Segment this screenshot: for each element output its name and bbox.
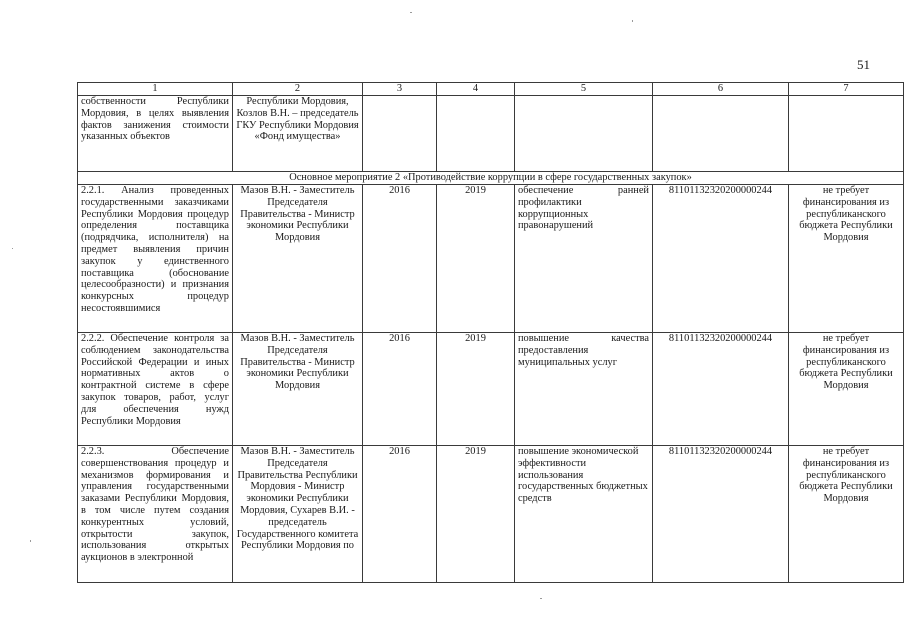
column-header: 4 [437, 83, 515, 96]
table-row [78, 185, 904, 333]
column-header: 6 [653, 83, 789, 96]
responsible-cell: Республики Мордовия, Козлов В.Н. – председатель ГКУ Республики Мордовия «Фонд имущества» [233, 96, 363, 172]
scan-speck [12, 248, 13, 249]
start-year-cell: 2016 [363, 446, 437, 583]
budget-code-cell [653, 96, 789, 172]
scan-speck [30, 540, 31, 542]
column-header: 7 [789, 83, 904, 96]
table-row [78, 446, 904, 583]
column-header: 2 [233, 83, 363, 96]
funding-cell [789, 96, 904, 172]
end-year-cell: 2019 [437, 333, 515, 446]
responsible-cell: Мазов В.Н. - Заместитель Председателя Правительства - Министр экономики Республики Мордовия [233, 185, 363, 333]
result-cell: обеспечение ранней профилактики коррупционных правонарушений [515, 185, 653, 333]
result-cell [515, 96, 653, 172]
page-number: 51 [857, 57, 870, 72]
measures-table [77, 82, 904, 583]
scan-speck [632, 20, 633, 22]
budget-code-cell: 81101132320200000244 [653, 185, 789, 333]
scan-speck [410, 12, 412, 13]
funding-cell: не требует финансирования из республиканского бюджета Республики Мордовия [789, 333, 904, 446]
result-cell: повышение качества предоставления муниципальных услуг [515, 333, 653, 446]
responsible-cell: Мазов В.Н. - Заместитель Председателя Правительства - Министр экономики Республики Мордовия [233, 333, 363, 446]
section-row [78, 172, 904, 185]
end-year-cell: 2019 [437, 185, 515, 333]
section-title: Основное мероприятие 2 «Противодействие коррупции в сфере государственных закупок» [78, 172, 904, 185]
start-year-cell: 2016 [363, 333, 437, 446]
header-row [78, 83, 904, 96]
budget-code-cell: 81101132320200000244 [653, 333, 789, 446]
start-year-cell: 2016 [363, 185, 437, 333]
scan-speck [540, 598, 542, 599]
result-cell: повышение экономической эффективности использования государственных бюджетных средств [515, 446, 653, 583]
budget-code-cell: 81101132320200000244 [653, 446, 789, 583]
column-header: 3 [363, 83, 437, 96]
table-row [78, 333, 904, 446]
measure-cell: 2.2.1. Анализ проведенных государственными заказчиками Республики Мордовия процедур определения поставщика (подрядчика, исполнителя) на предмет выявления причин закупок у единственного поставщика (обоснование целесообразности) и признания конкурсных процедур несостоявшимися [78, 185, 233, 333]
measure-cell: собственности Республики Мордовия, в целях выявления фактов занижения стоимости указанных объектов [78, 96, 233, 172]
measure-cell: 2.2.3. Обеспечение совершенствования процедур и механизмов формирования и управления государственными заказами Республики Мордовия, в том числе путем создания конкурентных условий, открытости закупок, использования открытых аукционов в электронной [78, 446, 233, 583]
column-header: 1 [78, 83, 233, 96]
funding-cell: не требует финансирования из республиканского бюджета Республики Мордовия [789, 185, 904, 333]
end-year-cell: 2019 [437, 446, 515, 583]
table-row-continued [78, 96, 904, 172]
start-year-cell [363, 96, 437, 172]
responsible-cell: Мазов В.Н. - Заместитель Председателя Правительства Республики Мордовия - Министр экономики Республики Мордовия, Сухарев В.И. - председатель Государственного комитета Республики Мордовия по [233, 446, 363, 583]
end-year-cell [437, 96, 515, 172]
column-header: 5 [515, 83, 653, 96]
measure-cell: 2.2.2. Обеспечение контроля за соблюдением законодательства Российской Федерации и иных нормативных актов о контрактной системе в сфере закупок товаров, работ, услуг для обеспечения нужд Республики Мордовия [78, 333, 233, 446]
funding-cell: не требует финансирования из республиканского бюджета Республики Мордовия [789, 446, 904, 583]
